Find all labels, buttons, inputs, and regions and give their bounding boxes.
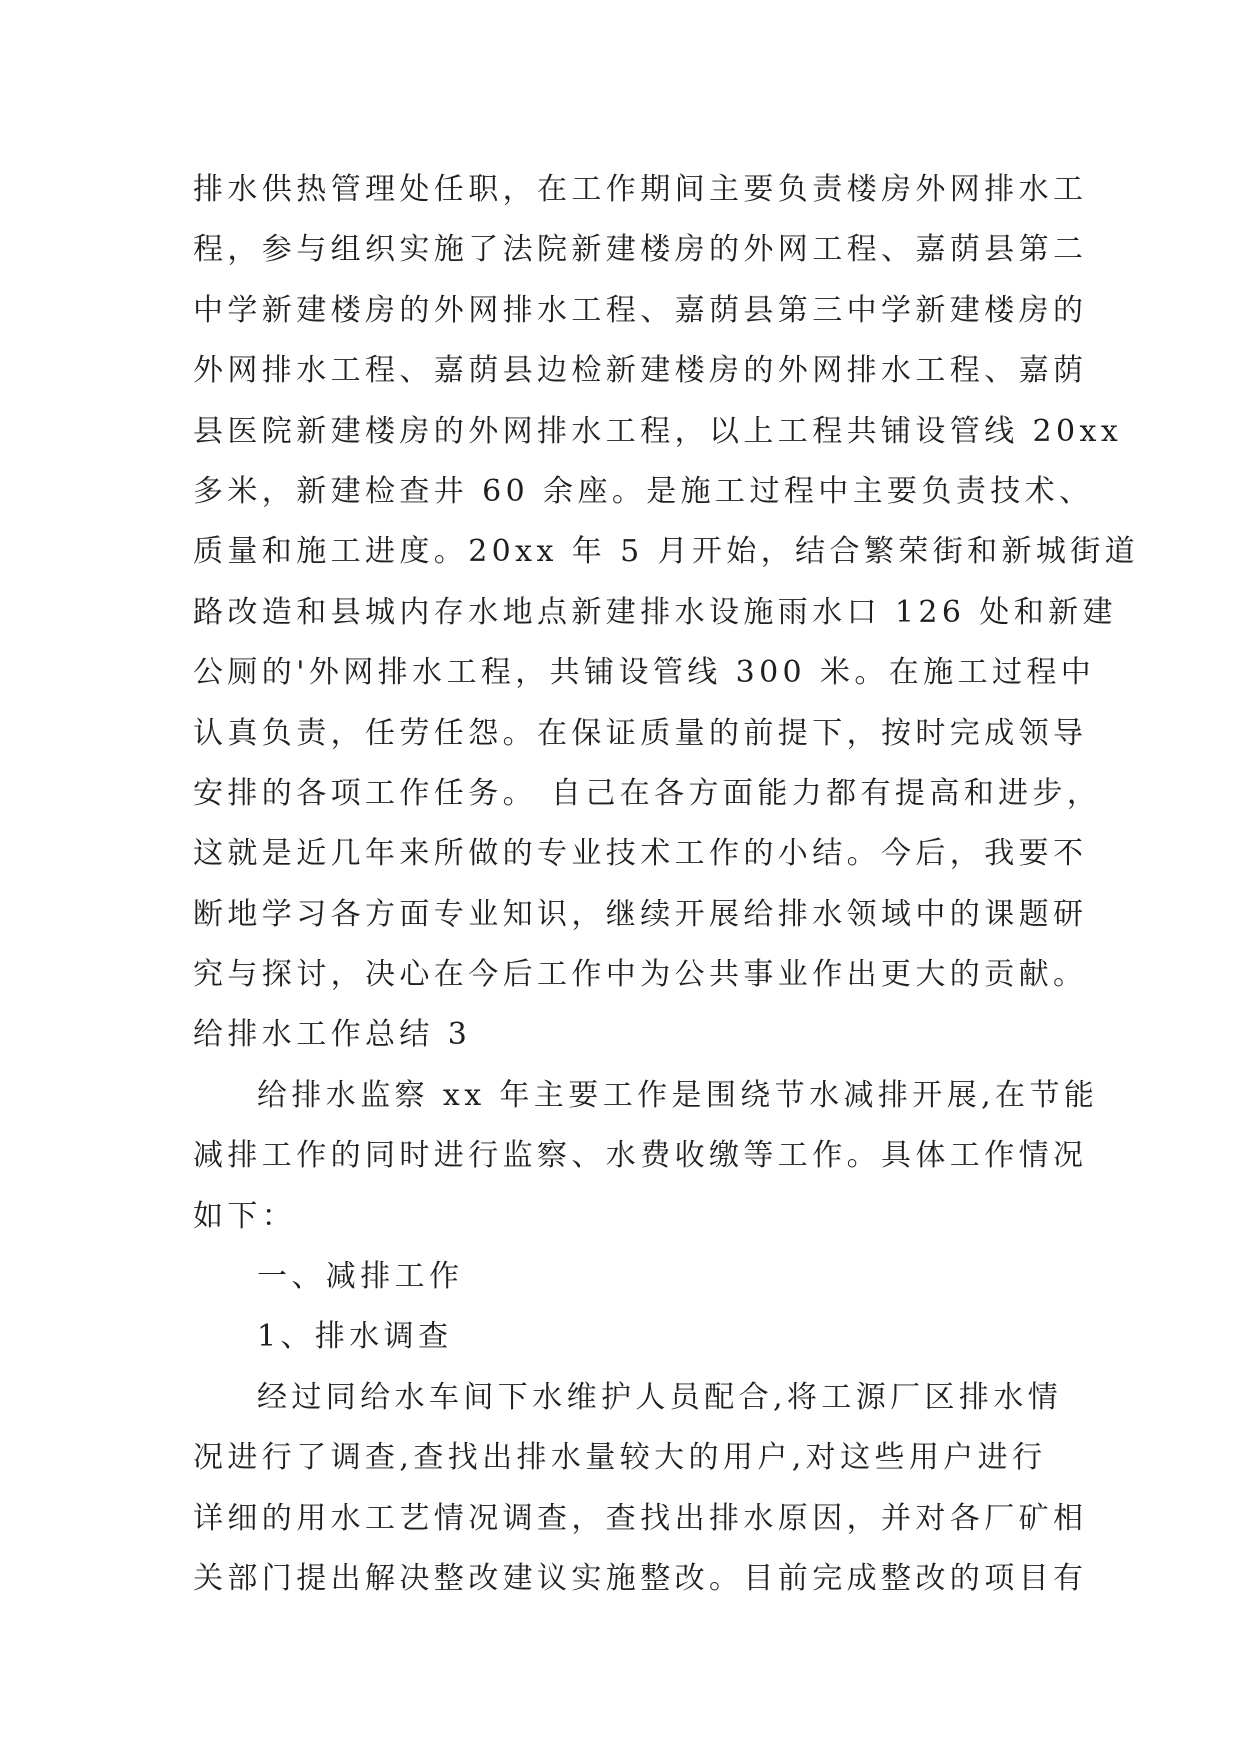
text-line: 关部门提出解决整改建议实施整改。目前完成整改的项目有	[193, 1560, 1088, 1596]
text-line: 究与探讨，决心在今后工作中为公共事业作出更大的贡献。	[193, 957, 1088, 993]
section-heading: 一、减排工作	[257, 1259, 464, 1295]
text-line: 况进行了调查,查找出排水量较大的用户,对这些用户进行	[193, 1440, 1047, 1476]
text-line: 断地学习各方面专业知识，继续开展给排水领域中的课题研	[193, 896, 1088, 932]
document-body	[193, 160, 1140, 1609]
text-line: 详细的用水工艺情况调查，查找出排水原因，并对各厂矿相	[193, 1500, 1088, 1536]
text-line: 外网排水工程、嘉荫县边检新建楼房的外网排水工程、嘉荫	[193, 353, 1088, 389]
text-line: 路改造和县城内存水地点新建排水设施雨水口 126 处和新建	[193, 594, 1117, 630]
text-line: 质量和施工进度。20xx 年 5 月开始，结合繁荣街和新城街道	[193, 534, 1140, 570]
text-line: 这就是近几年来所做的专业技术工作的小结。今后，我要不	[193, 836, 1088, 872]
text-line: 认真负责，任劳任怨。在保证质量的前提下，按时完成领导	[193, 715, 1088, 751]
text-line: 减排工作的同时进行监察、水费收缴等工作。具体工作情况	[193, 1138, 1088, 1174]
text-line: 县医院新建楼房的外网排水工程，以上工程共铺设管线 20xx	[193, 413, 1123, 449]
text-line: 给排水监察 xx 年主要工作是围绕节水减排开展,在节能	[257, 1077, 1099, 1113]
text-line: 公厕的'外网排水工程，共铺设管线 300 米。在施工过程中	[193, 655, 1096, 691]
text-line: 程，参与组织实施了法院新建楼房的外网工程、嘉荫县第二	[193, 232, 1088, 268]
text-line: 经过同给水车间下水维护人员配合,将工源厂区排水情	[257, 1379, 1063, 1415]
section-title: 给排水工作总结 3	[193, 1017, 472, 1053]
text-line: 多米，新建检查井 60 余座。是施工过程中主要负责技术、	[193, 473, 1094, 509]
subsection-heading: 1、排水调查	[257, 1319, 453, 1355]
text-line: 排水供热管理处任职，在工作期间主要负责楼房外网排水工	[193, 172, 1088, 207]
text-line: 安排的各项工作任务。 自己在各方面能力都有提高和进步，	[193, 775, 1102, 811]
text-line: 中学新建楼房的外网排水工程、嘉荫县第三中学新建楼房的	[193, 292, 1088, 328]
text-line: 如下：	[193, 1198, 297, 1234]
